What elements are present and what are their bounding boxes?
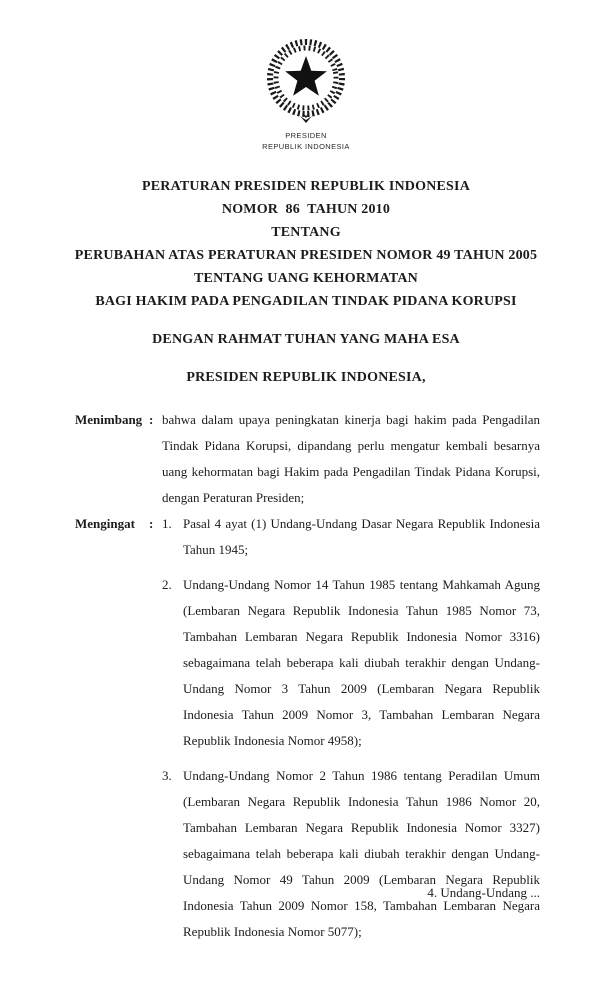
catchword: 4. Undang-Undang ...: [427, 885, 540, 900]
menimbang-label: [75, 407, 162, 433]
mengingat-colon: :: [149, 516, 154, 531]
emblem-caption-line1: PRESIDEN: [285, 131, 327, 140]
mengingat-item-2-number: 2.: [162, 577, 172, 592]
menimbang-text: bahwa dalam upaya peningkatan kinerja bagi hakim pada Pengadilan Tindak Pidana Korupsi, dipandang perlu mengatur kembali besarnya uang kehormatan bagi Hakim pada Pengadilan Tindak Pidana Korupsi, dengan Peraturan Presiden;: [162, 412, 540, 505]
issuer-line: PRESIDEN REPUBLIK INDONESIA,: [186, 370, 426, 385]
menimbang-colon: :: [149, 412, 154, 427]
title-line-subject-1: PERUBAHAN ATAS PERATURAN PRESIDEN NOMOR 49 TAHUN 2005: [74, 248, 538, 263]
star-wreath-emblem-icon: [260, 36, 352, 128]
title-line-regulation-type: PERATURAN PRESIDEN REPUBLIK INDONESIA: [141, 179, 471, 194]
mengingat-label-text: Mengingat: [75, 516, 135, 531]
title-line-number-year: NOMOR 86 TAHUN 2010: [221, 202, 391, 217]
menimbang-section: [75, 407, 540, 511]
mengingat-item-1-number: 1.: [162, 516, 172, 531]
mengingat-item-1-text: Pasal 4 ayat (1) Undang-Undang Dasar Negara Republik Indonesia Tahun 1945;: [183, 516, 540, 557]
title-line-subject-3: BAGI HAKIM PADA PENGADILAN TINDAK PIDANA KORUPSI: [95, 294, 517, 309]
presidential-emblem: [0, 36, 612, 152]
mengingat-item-2: [162, 572, 540, 754]
emblem-caption-line2: REPUBLIK INDONESIA: [262, 142, 350, 151]
mengingat-item-2-text: Undang-Undang Nomor 14 Tahun 1985 tentang Mahkamah Agung (Lembaran Negara Republik Indonesia Tahun 1985 Nomor 73, Tambahan Lembaran Negara Republik Indonesia Nomor 3316) sebagaimana telah beberapa kali diubah terakhir dengan Undang-Undang Nomor 3 Tahun 2009 (Lembaran Negara Republik Indonesia Tahun 2009 Nomor 3, Tambahan Lembaran Negara Republik Indonesia Nomor 4958);: [183, 577, 540, 748]
invocation-line: DENGAN RAHMAT TUHAN YANG MAHA ESA: [152, 332, 460, 347]
menimbang-label-text: Menimbang: [75, 412, 143, 427]
title-line-tentang: TENTANG: [271, 225, 341, 240]
mengingat-item-3-number: 3.: [162, 768, 172, 783]
mengingat-item-3: [162, 763, 540, 945]
mengingat-item-3-text: Undang-Undang Nomor 2 Tahun 1986 tentang Peradilan Umum (Lembaran Negara Republik Indonesia Tahun 1986 Nomor 20, Tambahan Lembaran Negara Republik Indonesia Nomor 3327) sebagaimana telah beberapa kali diubah terakhir dengan Undang-Undang Nomor 49 Tahun 2009 (Lembaran Negara Republik Indonesia Tahun 2009 Nomor 158, Tambahan Lembaran Negara Republik Indonesia Nomor 5077);: [183, 768, 540, 939]
mengingat-item-1: [162, 511, 540, 563]
mengingat-label: [75, 511, 162, 537]
title-line-subject-2: TENTANG UANG KEHORMATAN: [194, 271, 418, 286]
regulation-title-block: [36, 175, 576, 313]
